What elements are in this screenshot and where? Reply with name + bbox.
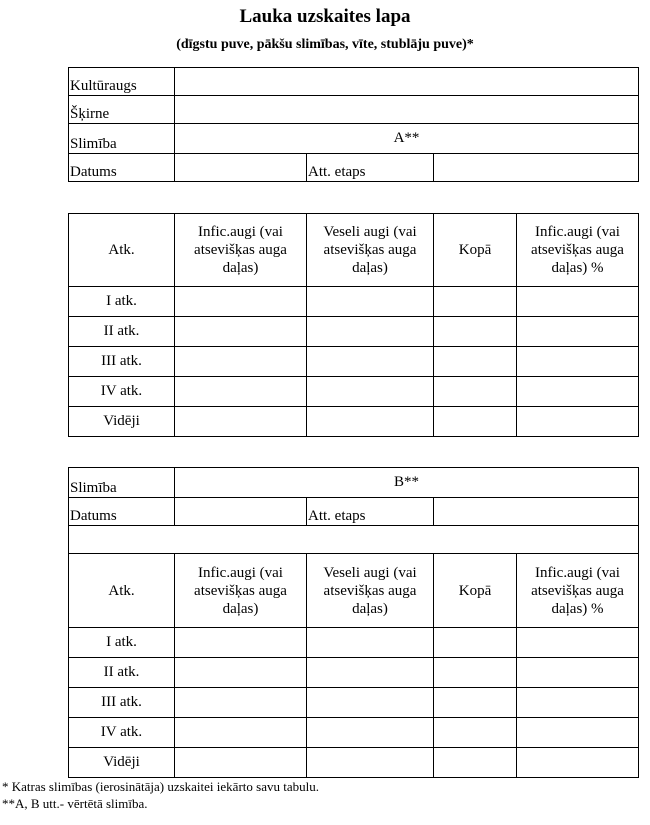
data-cell[interactable] [175, 317, 307, 347]
row-label: Vidēji [69, 748, 175, 778]
data-cell[interactable] [175, 748, 307, 778]
row-label: IV atk. [69, 377, 175, 407]
date-label-b: Datums [69, 498, 175, 526]
data-cell[interactable] [307, 407, 434, 437]
footnote-1: * Katras slimības (ierosinātāja) uzskaitei iekārto savu tabulu. [2, 779, 319, 794]
data-cell[interactable] [517, 628, 639, 658]
data-cell[interactable] [175, 287, 307, 317]
table-row [69, 688, 639, 718]
info-table [68, 67, 639, 182]
infected-header-b: Infic.augi (vai atsevišķas auga daļas) [175, 554, 307, 628]
spacer-row [69, 526, 639, 554]
data-cell[interactable] [307, 287, 434, 317]
total-header-b: Kopā [434, 554, 517, 628]
data-cell[interactable] [307, 748, 434, 778]
data-cell[interactable] [517, 748, 639, 778]
table-row [69, 377, 639, 407]
data-cell[interactable] [175, 628, 307, 658]
data-cell[interactable] [434, 347, 517, 377]
row-label: II atk. [69, 658, 175, 688]
data-cell[interactable] [307, 628, 434, 658]
table-row [69, 718, 639, 748]
atk-header-b: Atk. [69, 554, 175, 628]
data-cell[interactable] [175, 407, 307, 437]
data-cell[interactable] [517, 287, 639, 317]
data-cell[interactable] [307, 718, 434, 748]
data-cell[interactable] [434, 658, 517, 688]
date-field-b[interactable] [175, 498, 307, 526]
data-cell[interactable] [517, 317, 639, 347]
culture-label: Kultūraugs [69, 68, 175, 96]
data-cell[interactable] [517, 377, 639, 407]
table-row [69, 347, 639, 377]
data-cell[interactable] [517, 688, 639, 718]
total-header-a: Kopā [434, 214, 517, 287]
data-cell[interactable] [175, 658, 307, 688]
disease-b-value: B** [175, 468, 639, 498]
data-cell[interactable] [434, 407, 517, 437]
date-field-a[interactable] [175, 154, 307, 182]
healthy-header-b: Veseli augi (vai atsevišķas auga daļas) [307, 554, 434, 628]
infected-pct-header-b: Infic.augi (vai atsevišķas auga daļas) % [517, 554, 639, 628]
data-cell[interactable] [434, 628, 517, 658]
data-cell[interactable] [517, 658, 639, 688]
data-cell[interactable] [175, 347, 307, 377]
row-label: I atk. [69, 628, 175, 658]
table-row [69, 407, 639, 437]
data-cell[interactable] [517, 718, 639, 748]
culture-field[interactable] [175, 68, 639, 96]
table-row [69, 287, 639, 317]
data-cell[interactable] [434, 718, 517, 748]
table-row [69, 317, 639, 347]
data-cell[interactable] [517, 407, 639, 437]
date-label-a: Datums [69, 154, 175, 182]
data-cell[interactable] [434, 317, 517, 347]
data-cell[interactable] [307, 688, 434, 718]
infected-header-a: Infic.augi (vai atsevišķas auga daļas) [175, 214, 307, 287]
stage-field-b[interactable] [434, 498, 639, 526]
data-cell[interactable] [307, 377, 434, 407]
page-title: Lauka uzskaites lapa [239, 6, 411, 27]
disease-a-table [68, 213, 639, 437]
data-cell[interactable] [175, 688, 307, 718]
stage-label-a: Att. etaps [307, 154, 434, 182]
data-cell[interactable] [307, 317, 434, 347]
data-cell[interactable] [175, 377, 307, 407]
disease-a-value: A** [175, 124, 639, 154]
data-cell[interactable] [307, 658, 434, 688]
infected-pct-header-a: Infic.augi (vai atsevišķas auga daļas) % [517, 214, 639, 287]
disease-label-b: Slimība [69, 468, 175, 498]
row-label: Vidēji [69, 407, 175, 437]
variety-field[interactable] [175, 96, 639, 124]
data-cell[interactable] [434, 377, 517, 407]
page-subtitle: (dīgstu puve, pākšu slimības, vīte, stublāju puve)* [176, 37, 474, 52]
footnote-2: **A, B utt.- vērtētā slimība. [2, 796, 148, 811]
row-label: II atk. [69, 317, 175, 347]
table-row [69, 628, 639, 658]
variety-label: Šķirne [69, 96, 175, 124]
atk-header-a: Atk. [69, 214, 175, 287]
stage-field-a[interactable] [434, 154, 639, 182]
disease-label-a: Slimība [69, 124, 175, 154]
row-label: III atk. [69, 688, 175, 718]
row-label: IV atk. [69, 718, 175, 748]
data-cell[interactable] [434, 287, 517, 317]
healthy-header-a: Veseli augi (vai atsevišķas auga daļas) [307, 214, 434, 287]
row-label: I atk. [69, 287, 175, 317]
data-cell[interactable] [175, 718, 307, 748]
data-cell[interactable] [434, 688, 517, 718]
row-label: III atk. [69, 347, 175, 377]
stage-label-b: Att. etaps [307, 498, 434, 526]
table-row [69, 748, 639, 778]
table-row [69, 658, 639, 688]
data-cell[interactable] [307, 347, 434, 377]
disease-b-table [68, 467, 639, 778]
data-cell[interactable] [434, 748, 517, 778]
data-cell[interactable] [517, 347, 639, 377]
